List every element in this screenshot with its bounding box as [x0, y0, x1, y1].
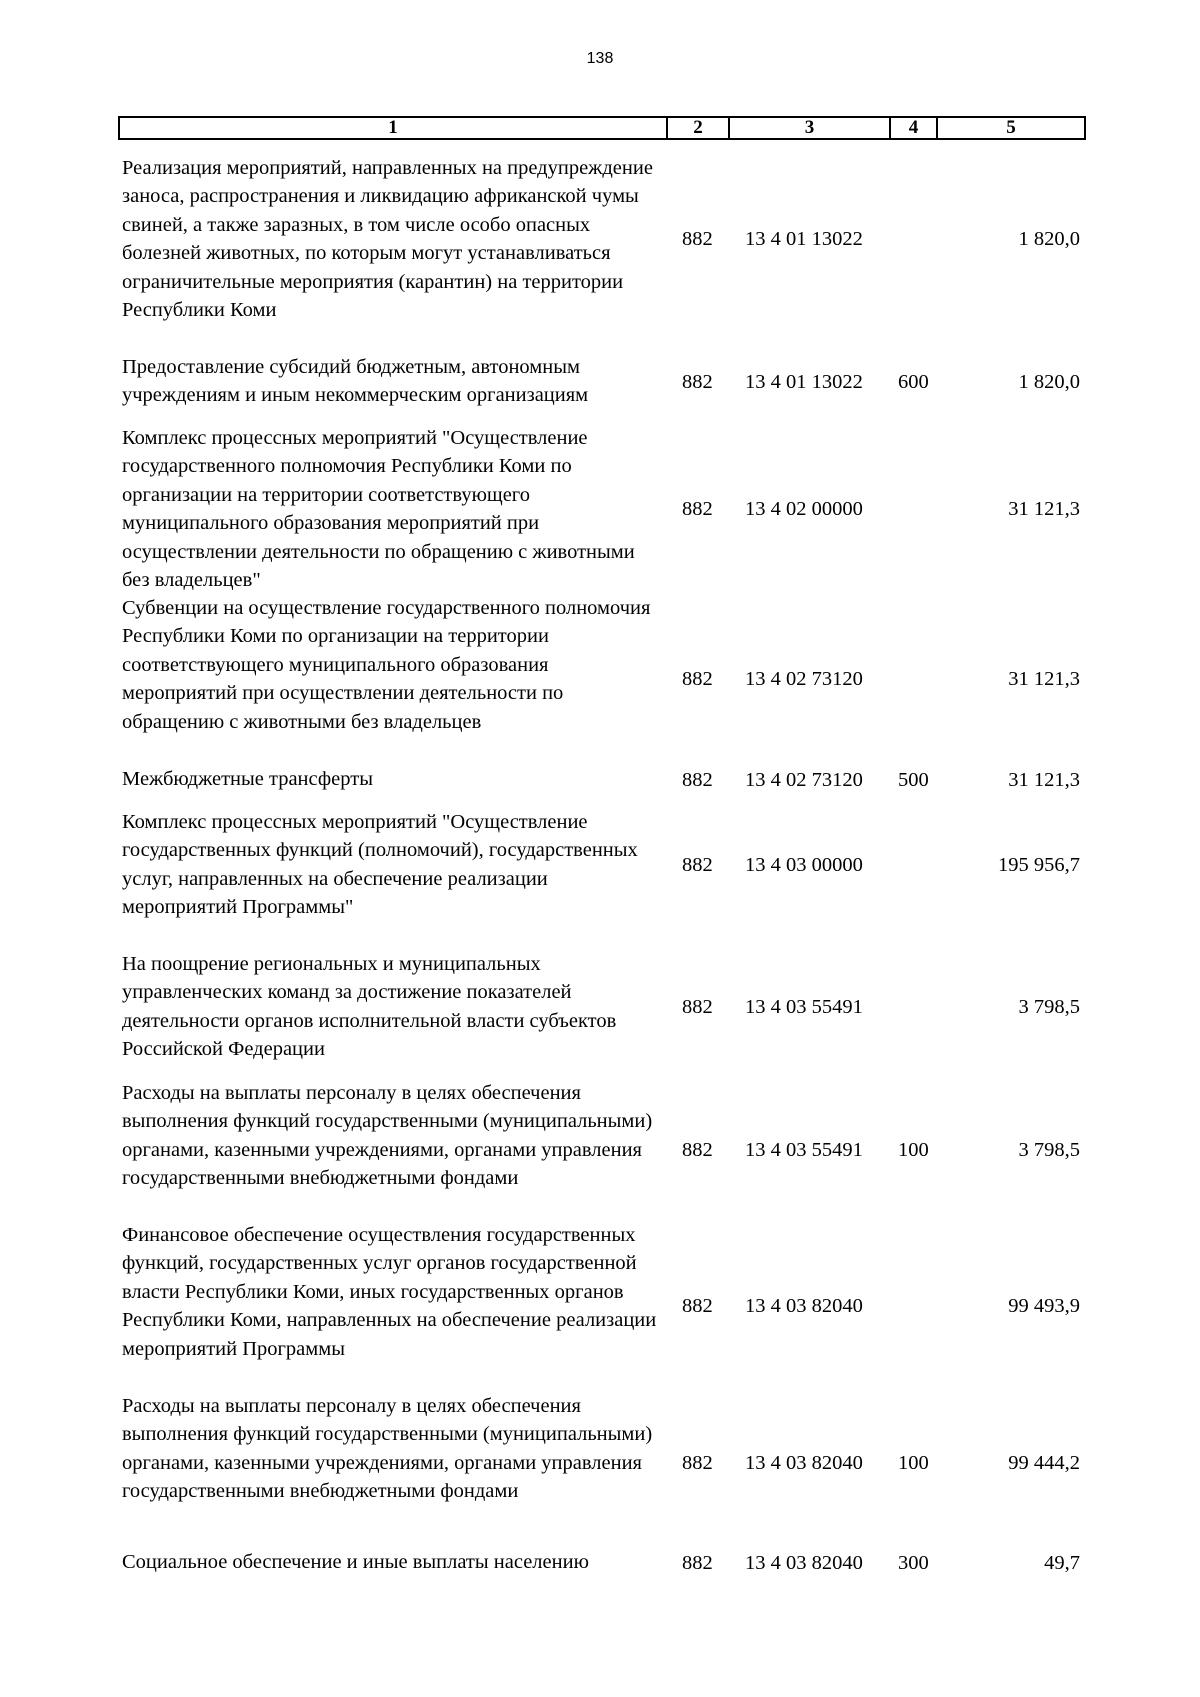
row-name: Предоставление субсидий бюджетным, автономным учреждениям и иным некоммерческим организациям: [122, 356, 589, 407]
row-sum: 1 820,0: [1018, 227, 1080, 250]
row-csr: 13 4 01 13022: [745, 227, 863, 250]
row-grbs: 882: [682, 370, 713, 393]
row-vr: 300: [898, 1551, 929, 1574]
row-grbs: 882: [682, 1551, 713, 1574]
row-sum: 31 121,3: [1008, 768, 1080, 791]
row-sum: 49,7: [1044, 1551, 1080, 1574]
table-row: [0, 1392, 1200, 1534]
row-sum: 3 798,5: [1018, 1138, 1080, 1161]
row-name: Субвенции на осуществление государственного полномочия Республики Коми по организации на территории соответствующего муниципального образования мероприятий при осуществлении деятельности по обращению с животными без владельцев: [122, 597, 651, 733]
row-csr: 13 4 02 73120: [745, 667, 863, 690]
row-vr: 100: [898, 1138, 929, 1161]
row-name: Межбюджетные трансферты: [122, 768, 373, 790]
row-grbs: 882: [682, 768, 713, 791]
table-row: [0, 154, 1200, 324]
row-sum: 99 493,9: [1008, 1294, 1080, 1317]
table-row: [0, 353, 1200, 410]
column-header-4: 4: [890, 117, 937, 139]
column-header-5: 5: [937, 117, 1085, 139]
table-row: [0, 765, 1200, 794]
row-grbs: 882: [682, 1294, 713, 1317]
row-grbs: 882: [682, 497, 713, 520]
page-number: 138: [586, 50, 614, 67]
row-sum: 1 820,0: [1018, 370, 1080, 393]
row-csr: 13 4 03 55491: [745, 1138, 863, 1161]
row-sum: 195 956,7: [998, 853, 1080, 876]
row-csr: 13 4 02 00000: [745, 497, 863, 520]
row-grbs: 882: [682, 667, 713, 690]
row-name: Комплекс процессных мероприятий "Осуществление государственного полномочия Республики Коми по организации на территории соответствующего муниципального образования мероприятий при осуществлении деятельности по обращению с животными без владельцев": [122, 427, 635, 592]
table-row: [0, 1079, 1200, 1221]
row-grbs: 882: [682, 1138, 713, 1161]
row-name: Финансовое обеспечение осуществления государственных функций, государственных услуг органов государственной власти Республики Коми, иных государственных органов Республики Коми, направленных на обеспечение реализации мероприятий Программы: [122, 1224, 657, 1360]
row-csr: 13 4 03 82040: [745, 1451, 863, 1474]
table-row: [0, 594, 1200, 764]
column-header-2: 2: [667, 117, 729, 139]
row-sum: 99 444,2: [1008, 1451, 1080, 1474]
row-sum: 3 798,5: [1018, 995, 1080, 1018]
row-grbs: 882: [682, 227, 713, 250]
row-vr: 100: [898, 1451, 929, 1474]
table-row: [0, 950, 1200, 1064]
row-csr: 13 4 02 73120: [745, 768, 863, 791]
table-row: [0, 1548, 1200, 1577]
row-name: Социальное обеспечение и иные выплаты населению: [122, 1551, 589, 1573]
row-csr: 13 4 03 55491: [745, 995, 863, 1018]
row-grbs: 882: [682, 1451, 713, 1474]
row-csr: 13 4 01 13022: [745, 370, 863, 393]
row-name: На поощрение региональных и муниципальных управленческих команд за достижение показателей деятельности органов исполнительной власти субъектов Российской Федерации: [122, 953, 617, 1061]
row-name: Реализация мероприятий, направленных на предупреждение заноса, распространения и ликвидацию африканской чумы свиней, а также заразных, в том числе особо опасных болезней животных, по которым могут устанавливаться ограничительные мероприятия (карантин) на территории Республики Коми: [122, 157, 653, 322]
row-csr: 13 4 03 82040: [745, 1551, 863, 1574]
row-csr: 13 4 03 82040: [745, 1294, 863, 1317]
table-row: [0, 424, 1200, 594]
row-name: Расходы на выплаты персоналу в целях обеспечения выполнения функций государственными (муниципальными) органами, казенными учреждениями, органами управления государственными внебюджетными фондами: [122, 1395, 653, 1503]
row-csr: 13 4 03 00000: [745, 853, 863, 876]
row-name: Комплекс процессных мероприятий "Осуществление государственных функций (полномочий), государственных услуг, направленных на обеспечение реализации мероприятий Программы": [122, 811, 638, 919]
row-name: Расходы на выплаты персоналу в целях обеспечения выполнения функций государственными (муниципальными) органами, казенными учреждениями, органами управления государственными внебюджетными фондами: [122, 1082, 653, 1190]
table-row: [0, 1221, 1200, 1391]
row-vr: 500: [898, 768, 929, 791]
row-sum: 31 121,3: [1008, 497, 1080, 520]
table-row: [0, 808, 1200, 922]
row-vr: 600: [898, 370, 929, 393]
row-sum: 31 121,3: [1008, 667, 1080, 690]
row-grbs: 882: [682, 995, 713, 1018]
column-header-1: 1: [119, 117, 667, 139]
column-header-3: 3: [729, 117, 890, 139]
row-grbs: 882: [682, 853, 713, 876]
